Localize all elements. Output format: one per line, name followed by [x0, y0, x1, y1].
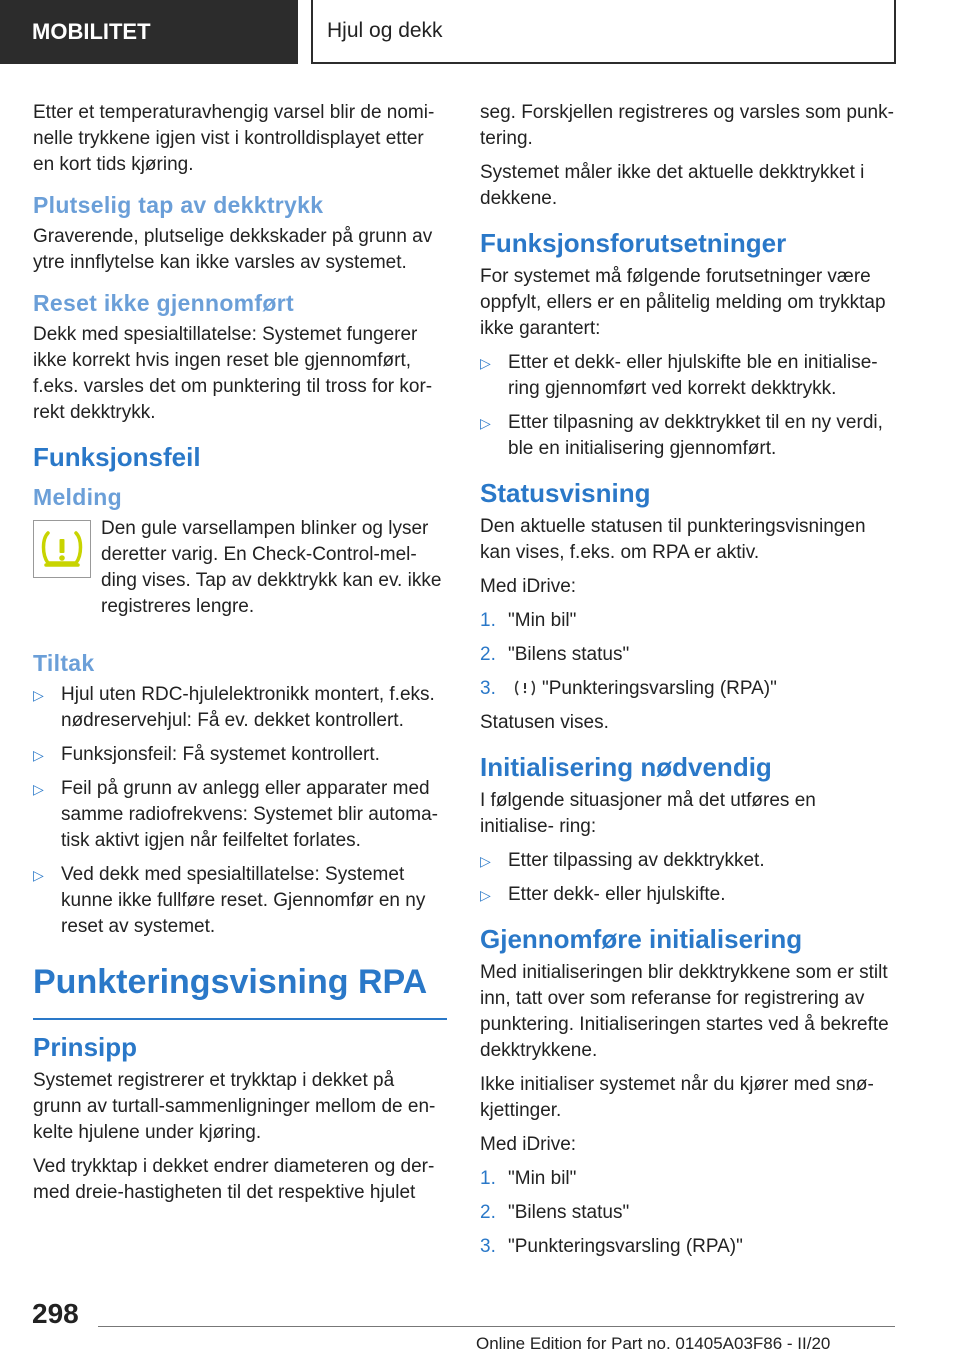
list-item: ▷ Funksjonsfeil: Få systemet kontrollert.: [33, 742, 447, 768]
page-number: 298: [32, 1298, 79, 1329]
tire-pressure-icon: [514, 679, 536, 697]
paragraph: For systemet må følgende forutsetninger være oppfylt, ellers er en pålitelig melding om trykktap ikke garantert:: [480, 266, 886, 339]
heading-prinsipp: Prinsipp: [33, 1032, 138, 1062]
heading-initialisering: Initialisering nødvendig: [480, 752, 772, 782]
list-item: 1. "Min bil": [480, 610, 577, 631]
left-column: [33, 100, 447, 1214]
heading-statusvisning: Statusvisning: [480, 478, 651, 508]
warning-block: [33, 516, 447, 628]
heading-tiltak: Tiltak: [33, 650, 95, 676]
paragraph: Systemet registrerer et trykktap i dekket på grunn av turtall-sammenligninger mellom de en- kelte hjulene under kjøring.: [33, 1070, 436, 1143]
steps-list: [480, 608, 895, 702]
list-item: ▷ Etter dekk- eller hjulskifte.: [480, 882, 895, 908]
triangle-right-icon: ▷: [33, 781, 44, 797]
footer-divider: [98, 1326, 895, 1327]
paragraph: Den aktuelle statusen til punkteringsvisningen kan vises, f.eks. om RPA er aktiv.: [480, 516, 866, 563]
triangle-right-icon: ▷: [33, 747, 44, 763]
list-item: 3. "Punkteringsvarsling (RPA)": [480, 678, 777, 699]
triangle-right-icon: ▷: [480, 853, 491, 869]
triangle-right-icon: ▷: [33, 687, 44, 703]
list-item: 2. "Bilens status": [480, 1202, 630, 1223]
chapter-tab: [311, 0, 896, 64]
list-item: 3. "Punkteringsvarsling (RPA)": [480, 1236, 743, 1257]
triangle-right-icon: ▷: [33, 867, 44, 883]
triangle-right-icon: ▷: [480, 415, 491, 431]
forut-list: [480, 350, 895, 462]
chapter-title: Hjul og dekk: [327, 19, 443, 42]
list-item: ▷ Etter et dekk- eller hjulskifte ble en initialise- ring gjennomført ved korrekt dekktrykk.: [480, 352, 878, 399]
section-title: MOBILITET: [32, 19, 151, 44]
paragraph: Den gule varsellampen blinker og lyser deretter varig. En Check-Control-mel- ding vises. Tap av dekktrykk kan ev. ikke registreres lengre.: [101, 518, 442, 617]
paragraph: Ikke initialiser systemet når du kjører med snø- kjettinger.: [480, 1074, 874, 1121]
triangle-right-icon: ▷: [480, 355, 491, 371]
init-list: [480, 848, 895, 908]
paragraph: Dekk med spesialtillatelse: Systemet fungerer ikke korrekt hvis ingen reset ble gjennomført, f.eks. varsles det om punktering til tross for kor- rekt dekktrykk.: [33, 324, 433, 423]
paragraph: Ved trykktap i dekket endrer diameteren og der- med dreie-hastigheten til det respektive hjulet: [33, 1156, 435, 1203]
list-item: 2. "Bilens status": [480, 644, 630, 665]
right-column: [480, 100, 895, 1268]
section-tab: [0, 0, 298, 64]
steps-list: [480, 1166, 895, 1260]
heading-plutselig: Plutselig tap av dekktrykk: [33, 192, 324, 218]
tire-pressure-warning-icon: [33, 520, 91, 578]
heading-gjennomfore: Gjennomføre initialisering: [480, 924, 803, 954]
heading-funksjonsfeil: Funksjonsfeil: [33, 442, 201, 472]
paragraph: Etter et temperaturavhengig varsel blir de nomi- nelle trykkene igjen vist i kontrolldisplayet etter en kort tids kjøring.: [33, 102, 435, 175]
paragraph: seg. Forskjellen registreres og varsles som punk- tering.: [480, 102, 894, 149]
list-item: ▷ Etter tilpasning av dekktrykket til en ny verdi, ble en initialisering gjennomført.: [480, 412, 883, 459]
paragraph: Med iDrive:: [480, 1134, 577, 1155]
list-item: ▷ Feil på grunn av anlegg eller apparater med samme radiofrekvens: Systemet blir automa- tisk aktivt igjen når feilfeltet forlates.: [33, 778, 438, 851]
list-item: ▷ Ved dekk med spesialtillatelse: Systemet kunne ikke fullføre reset. Gjennomfør en ny reset av systemet.: [33, 864, 426, 937]
list-item: 1. "Min bil": [480, 1168, 577, 1189]
heading-melding: Melding: [33, 484, 122, 510]
list-item: ▷ Hjul uten RDC-hjulelektronikk montert, f.eks. nødreservehjul: Få ev. dekket kontrollert.: [33, 684, 435, 731]
footer-edition: Online Edition for Part no. 01405A03F86 - II/20: [476, 1334, 831, 1353]
heading-reset: Reset ikke gjennomført: [33, 290, 294, 316]
heading-rpa: Punkteringsvisning RPA: [33, 960, 447, 1020]
paragraph: I følgende situasjoner må det utføres en initialise- ring:: [480, 790, 816, 837]
paragraph: Med iDrive:: [480, 576, 577, 597]
list-item: ▷ Etter tilpassing av dekktrykket.: [480, 848, 895, 874]
heading-funksjonsforutsetninger: Funksjonsforutsetninger: [480, 228, 787, 258]
paragraph: Med initialiseringen blir dekktrykkene som er stilt inn, tatt over som referanse for registrering av punktering. Initialiseringen startes ved å bekrefte dekktrykkene.: [480, 962, 889, 1061]
triangle-right-icon: ▷: [480, 887, 491, 903]
paragraph: Systemet måler ikke det aktuelle dekktrykket i dekkene.: [480, 162, 865, 209]
paragraph: Statusen vises.: [480, 712, 609, 733]
paragraph: Graverende, plutselige dekkskader på grunn av ytre innflytelse kan ikke varsles av systemet.: [33, 226, 433, 273]
tiltak-list: [33, 682, 447, 940]
